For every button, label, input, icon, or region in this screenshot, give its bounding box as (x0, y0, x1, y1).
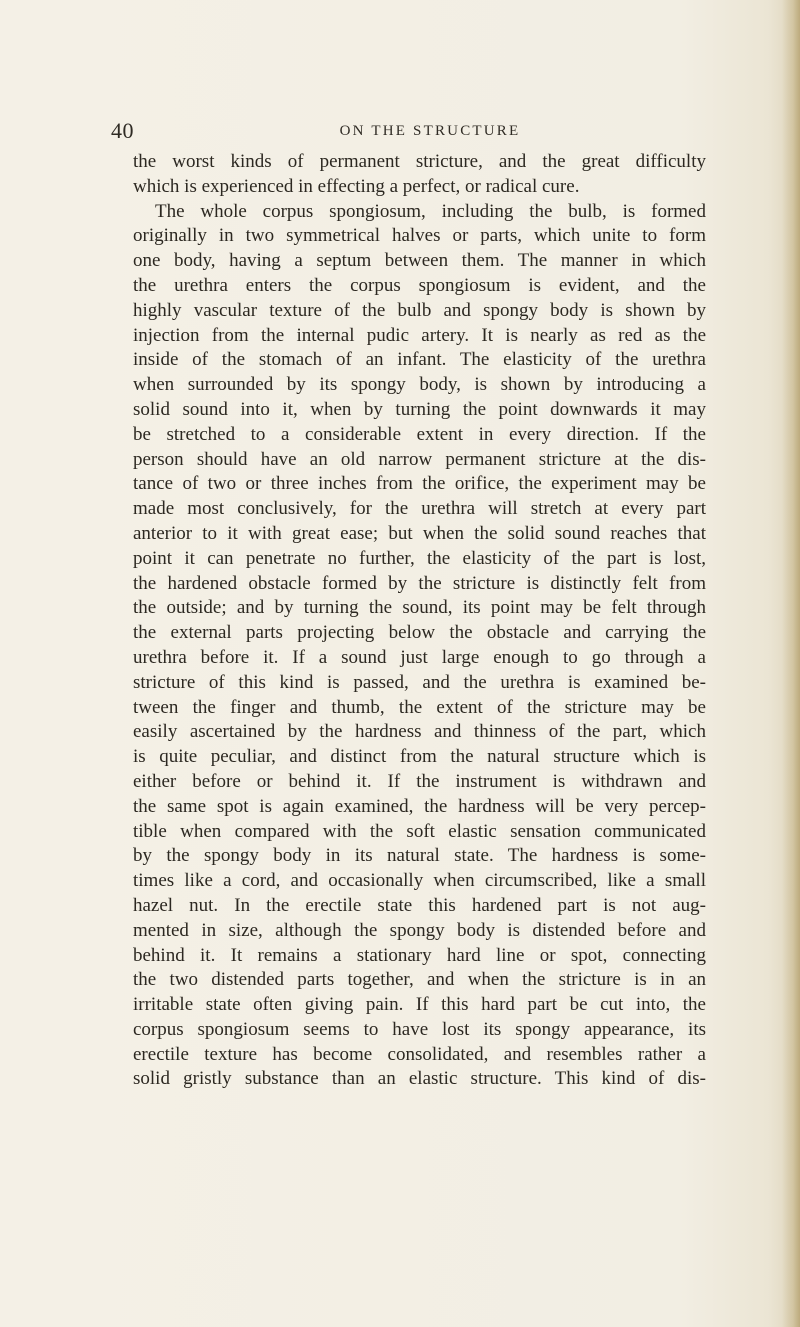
page-edge-shadow (782, 0, 800, 1327)
text-line: stricture of this kind is passed, and the urethra is examined be- (133, 671, 706, 693)
page-header (0, 118, 800, 148)
text-line: the outside; and by turning the sound, its point may be felt through (133, 597, 706, 619)
text-line: times like a cord, and occasionally when circumscribed, like a small (133, 870, 706, 892)
text-line: behind it. It remains a stationary hard line or spot, connecting (133, 944, 706, 966)
text-line: the worst kinds of permanent stricture, and the great difficulty (133, 151, 706, 172)
text-line: be stretched to a considerable extent in every direction. If the (133, 423, 706, 445)
text-line: point it can penetrate no further, the elasticity of the part is lost, (133, 547, 706, 569)
text-line: mented in size, although the spongy body is distended before and (133, 919, 706, 941)
text-line: which is experienced in effecting a perfect, or radical cure. (133, 175, 580, 197)
text-line: tween the finger and thumb, the extent of the stricture may be (133, 696, 706, 718)
text-line: when surrounded by its spongy body, is shown by introducing a (133, 374, 706, 396)
text-line: by the spongy body in its natural state. The hardness is some- (133, 845, 706, 867)
text-line: either before or behind it. If the instrument is withdrawn and (133, 770, 706, 792)
text-line: made most conclusively, for the urethra will stretch at every part (133, 498, 706, 520)
running-title: ON THE STRUCTURE (339, 123, 521, 139)
text-line: The whole corpus spongiosum, including the bulb, is formed (155, 200, 706, 222)
text-line: injection from the internal pudic artery. It is nearly as red as the (133, 324, 706, 346)
text-line: erectile texture has become consolidated, and resembles rather a (133, 1043, 706, 1065)
text-line: the hardened obstacle formed by the stricture is distinctly felt from (133, 572, 706, 594)
text-line: the urethra enters the corpus spongiosum is evident, and the (133, 274, 706, 296)
text-line: highly vascular texture of the bulb and spongy body is shown by (133, 299, 706, 321)
text-line: easily ascertained by the hardness and thinness of the part, which (133, 721, 706, 743)
text-line: anterior to it with great ease; but when the solid sound reaches that (133, 522, 706, 544)
text-line: solid gristly substance than an elastic structure. This kind of dis- (133, 1068, 706, 1090)
text-line: one body, having a septum between them. The manner in which (133, 250, 706, 272)
text-line: hazel nut. In the erectile state this hardened part is not aug- (133, 894, 706, 916)
page-number: 40 (111, 118, 134, 143)
text-line: person should have an old narrow permanent stricture at the dis- (133, 448, 706, 470)
text-line: is quite peculiar, and distinct from the natural structure which is (133, 746, 706, 768)
text-line: tance of two or three inches from the orifice, the experiment may be (133, 473, 706, 495)
text-line: irritable state often giving pain. If this hard part be cut into, the (133, 994, 706, 1016)
text-line: the same spot is again examined, the hardness will be very percep- (133, 795, 706, 817)
text-line: urethra before it. If a sound just large enough to go through a (133, 646, 706, 668)
body-text (133, 150, 706, 1092)
text-line: inside of the stomach of an infant. The elasticity of the urethra (133, 349, 706, 371)
text-line: tible when compared with the soft elastic sensation communicated (133, 820, 706, 842)
text-line: originally in two symmetrical halves or parts, which unite to form (133, 225, 706, 247)
text-line: the two distended parts together, and when the stricture is in an (133, 969, 706, 991)
text-line: solid sound into it, when by turning the point downwards it may (133, 398, 706, 420)
text-line: corpus spongiosum seems to have lost its spongy appearance, its (133, 1018, 706, 1040)
text-line: the external parts projecting below the obstacle and carrying the (133, 622, 706, 644)
